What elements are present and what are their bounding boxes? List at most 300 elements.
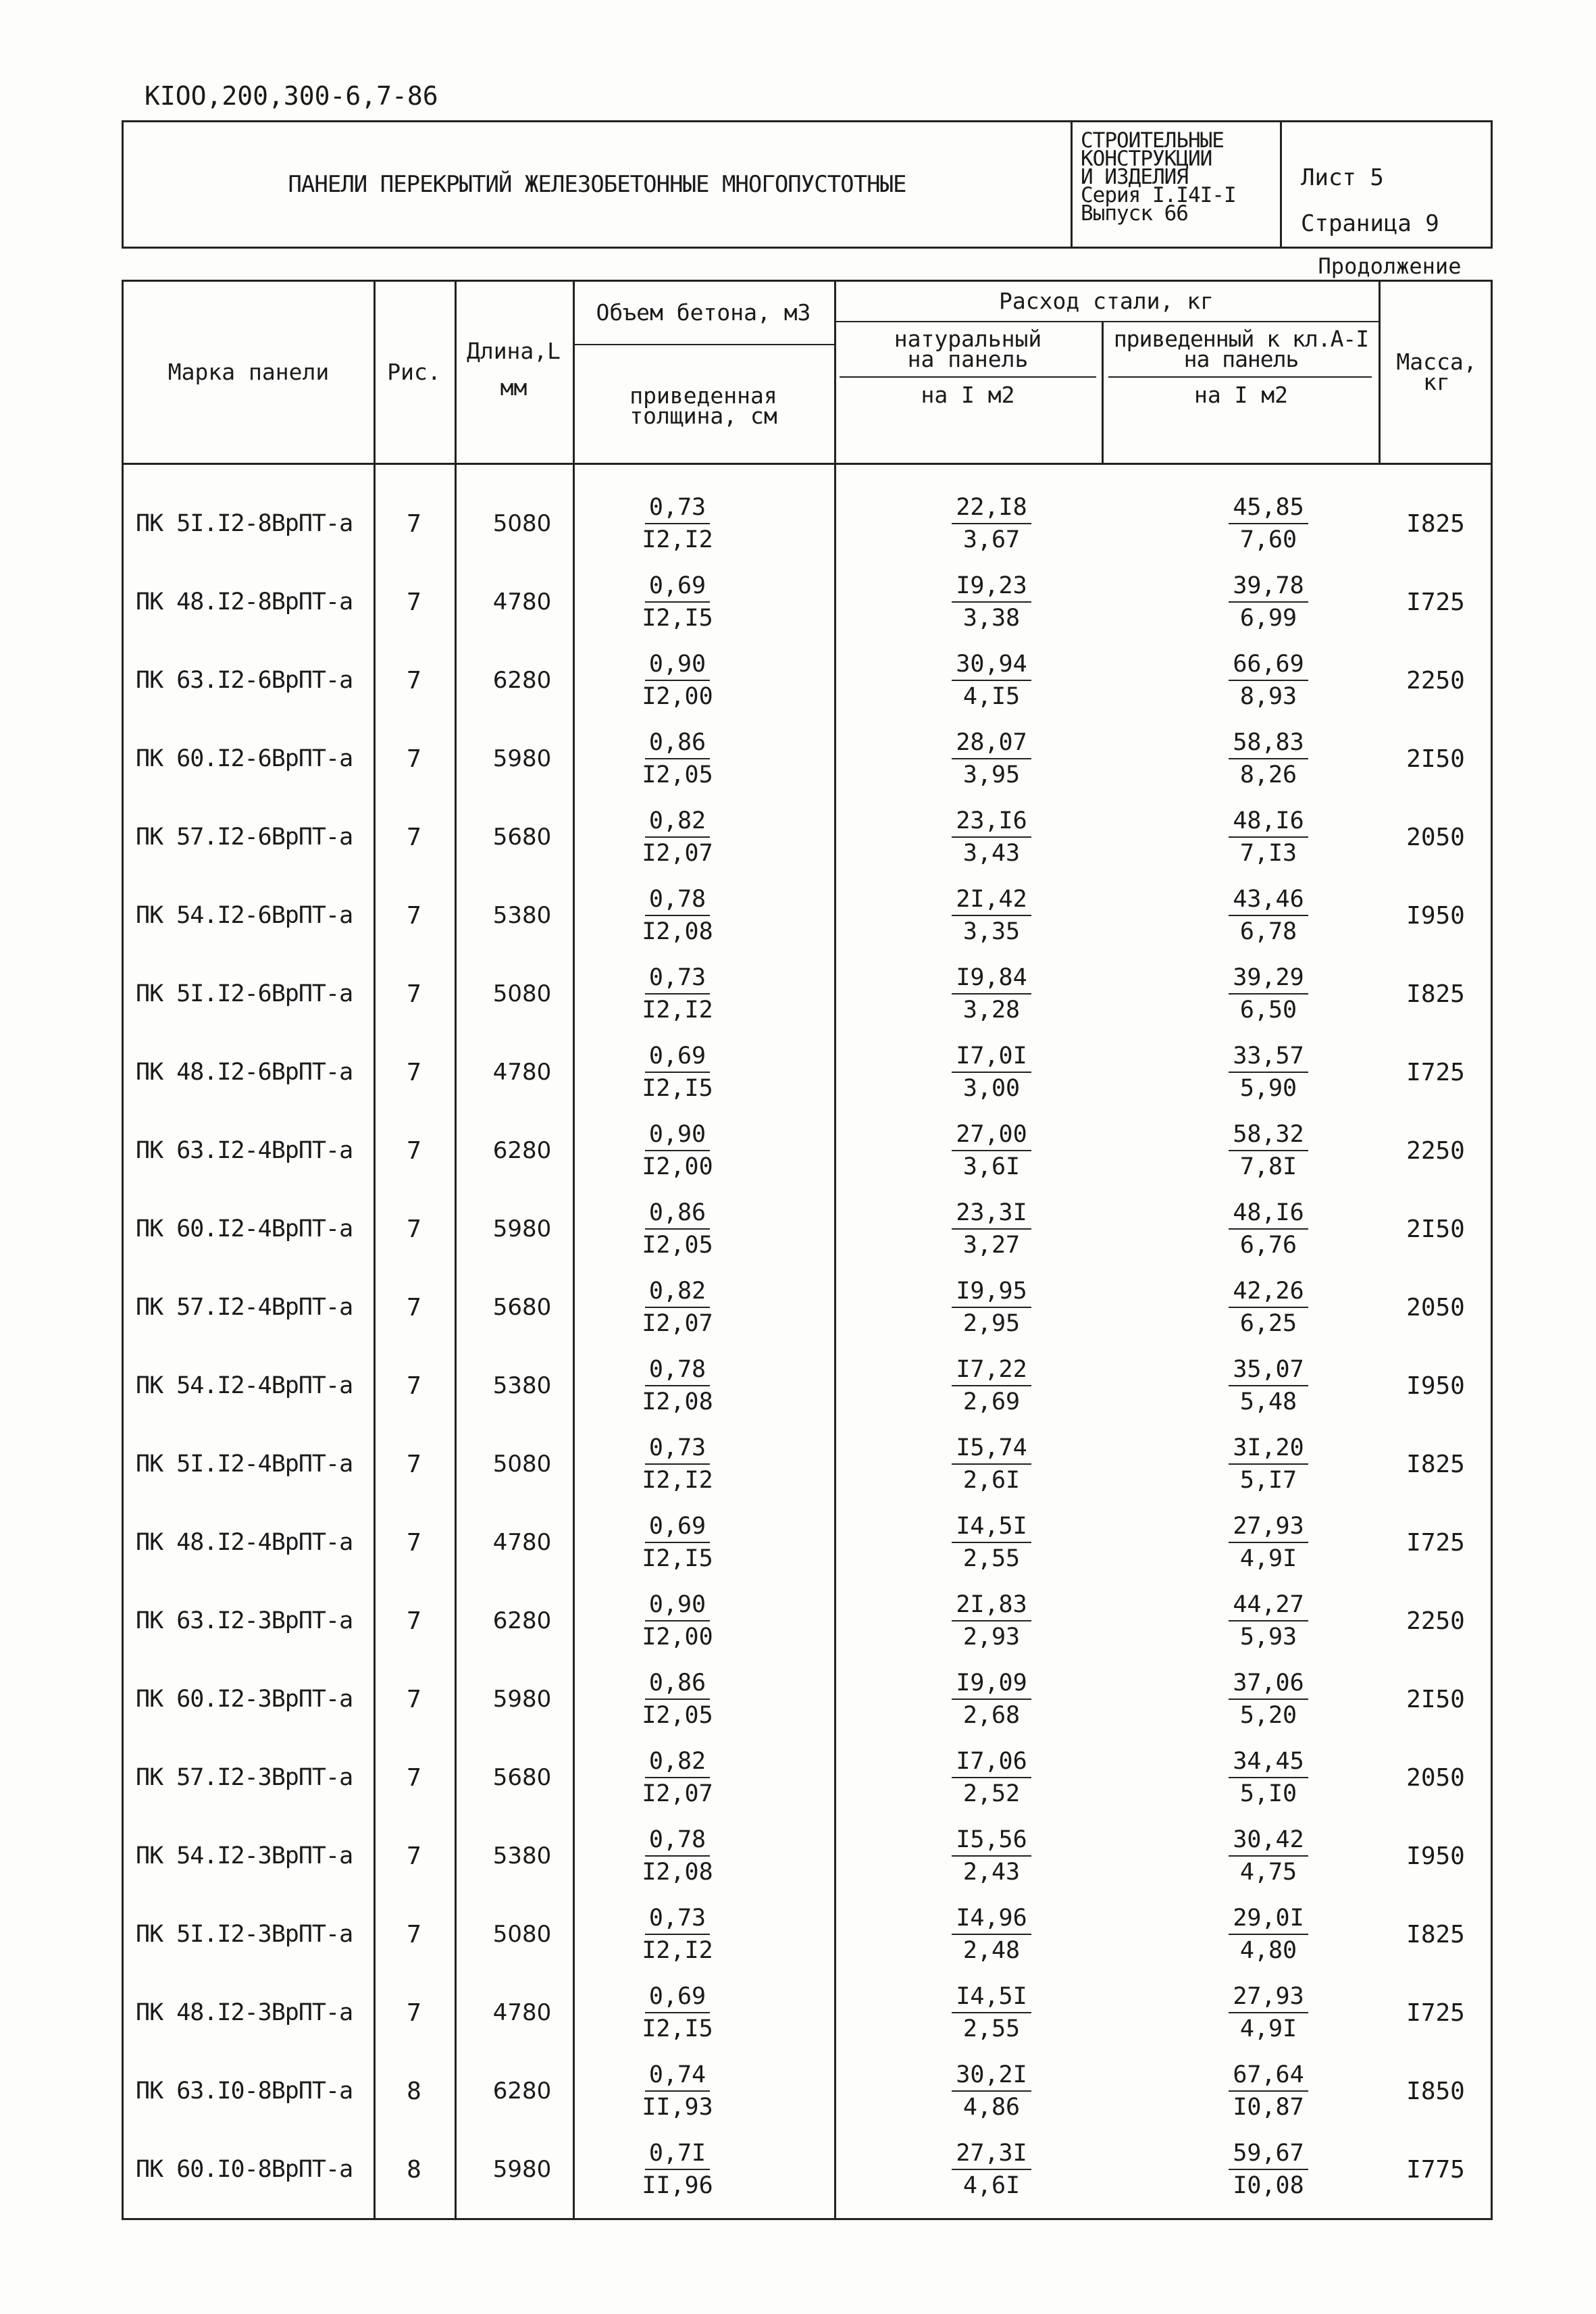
header-thickness (573, 349, 834, 463)
panel-mark: ПК 48.I2-6ВрПТ-а (136, 1059, 353, 1086)
panel-mass: 2I50 (1406, 1685, 1465, 1713)
reduced-steel-fraction (1184, 1425, 1353, 1503)
reduced-thickness: I2,07 (642, 1309, 713, 1337)
reduced-steel-per-m2: 5,93 (1239, 1623, 1297, 1651)
figure-number: 7 (407, 509, 421, 538)
natural-steel-fraction (907, 1347, 1076, 1425)
reduced-steel-per-panel: 30,42 (1229, 1825, 1308, 1857)
table-row (124, 1895, 1495, 1973)
figure-number: 7 (407, 1136, 421, 1165)
figure-number: 7 (407, 745, 421, 773)
panel-mass: I725 (1406, 1998, 1465, 2027)
figure-number: 7 (407, 1998, 421, 2027)
panel-mark: ПК 60.I0-8ВрПТ-а (136, 2156, 353, 2183)
volume-fraction (596, 1503, 758, 1582)
panel-length: 5080 (492, 1921, 552, 1948)
panel-length: 6280 (492, 2078, 552, 2105)
reduced-steel-fraction (1184, 2130, 1353, 2209)
header-volume: Объем бетона, м3 (596, 299, 811, 326)
reduced-thickness: I2,I5 (642, 1074, 713, 1102)
concrete-volume: 0,90 (645, 1120, 710, 1151)
reduced-steel-fraction (1184, 798, 1353, 876)
figure-number: 7 (407, 1058, 421, 1086)
header-mass (1381, 282, 1493, 463)
natural-steel-per-m2: 3,35 (962, 917, 1021, 945)
natural-steel-per-panel: I4,5I (952, 1982, 1031, 2013)
reduced-steel-per-panel: 48,I6 (1229, 1198, 1308, 1230)
header-reduced-m2: на I м2 (1193, 382, 1289, 408)
panel-length: 5080 (492, 980, 552, 1007)
volume-fraction (596, 1895, 758, 1973)
panel-mass: I825 (1406, 980, 1465, 1008)
series-line: Выпуск 66 (1081, 201, 1188, 226)
reduced-steel-per-m2: 6,50 (1239, 996, 1297, 1024)
reduced-steel-fraction (1184, 720, 1353, 798)
panel-mark: ПК 60.I2-4ВрПТ-а (136, 1215, 353, 1242)
series-line: КОНСТРУКЦИИ (1081, 147, 1212, 171)
concrete-volume: 0,90 (645, 1590, 710, 1621)
natural-steel-per-panel: I5,74 (952, 1433, 1031, 1465)
natural-steel-fraction (907, 876, 1076, 955)
reduced-steel-fraction (1184, 641, 1353, 720)
reduced-steel-per-panel: 67,64 (1229, 2060, 1308, 2092)
series-line: СТРОИТЕЛЬНЫЕ (1081, 128, 1224, 153)
table-row (124, 2130, 1495, 2209)
reduced-steel-per-m2: I0,87 (1233, 2093, 1304, 2121)
reduced-thickness: I2,I5 (642, 1544, 713, 1572)
figure-number: 7 (407, 1920, 421, 1948)
concrete-volume: 0,69 (645, 1982, 710, 2013)
reduced-steel-per-m2: 5,I7 (1239, 1466, 1297, 1494)
natural-steel-per-m2: 3,38 (962, 604, 1021, 632)
natural-steel-per-panel: I9,95 (952, 1276, 1031, 1308)
header-length (455, 302, 573, 437)
reduced-steel-fraction (1184, 1817, 1353, 1895)
concrete-volume: 0,86 (645, 728, 710, 759)
concrete-volume: 0,69 (645, 1041, 710, 1073)
header-thickness-line2: толщина, см (629, 403, 777, 429)
natural-steel-per-panel: I9,09 (952, 1668, 1031, 1700)
natural-steel-fraction (907, 720, 1076, 798)
reduced-steel-fraction (1184, 484, 1353, 563)
concrete-volume: 0,90 (645, 649, 710, 681)
panel-mass: I825 (1406, 1920, 1465, 1948)
reduced-steel-per-panel: 39,29 (1229, 963, 1308, 995)
panel-mass: 2250 (1406, 1136, 1465, 1165)
panel-length: 5380 (492, 1842, 552, 1869)
reduced-thickness: I2,I5 (642, 2015, 713, 2042)
concrete-volume: 0,74 (645, 2060, 710, 2092)
panel-mark: ПК 54.I2-4ВрПТ-а (136, 1372, 353, 1399)
reduced-thickness: I2,08 (642, 1388, 713, 1415)
table-row (124, 1425, 1495, 1503)
table-row (124, 1268, 1495, 1347)
reduced-steel-per-panel: 35,07 (1229, 1355, 1308, 1386)
header-mass-unit: кг (1423, 369, 1450, 395)
table-row (124, 1190, 1495, 1268)
panel-mass: I725 (1406, 588, 1465, 616)
reduced-steel-per-panel: 45,85 (1229, 493, 1308, 524)
panel-length: 4780 (492, 1529, 552, 1556)
panel-mark: ПК 48.I2-4ВрПТ-а (136, 1529, 353, 1556)
figure-number: 8 (407, 2155, 421, 2184)
table-row (124, 798, 1495, 876)
reduced-steel-fraction (1184, 1660, 1353, 1738)
figure-number: 7 (407, 1763, 421, 1792)
panel-mark: ПК 54.I2-3ВрПТ-а (136, 1842, 353, 1869)
table-row (124, 641, 1495, 720)
reduced-steel-per-panel: 29,0I (1229, 1903, 1308, 1935)
panel-length: 5980 (492, 745, 552, 772)
panel-mark: ПК 57.I2-6ВрПТ-а (136, 824, 353, 851)
header-mark: Марка панели (168, 359, 330, 385)
natural-steel-fraction (907, 2130, 1076, 2209)
volume-fraction (596, 1347, 758, 1425)
reduced-steel-per-panel: 43,46 (1229, 884, 1308, 916)
reduced-steel-per-m2: 7,8I (1239, 1153, 1297, 1180)
natural-steel-per-panel: 2I,83 (952, 1590, 1031, 1621)
panel-mass: 2250 (1406, 666, 1465, 695)
reduced-steel-per-m2: 5,90 (1239, 1074, 1297, 1102)
table-row (124, 1033, 1495, 1111)
concrete-volume: 0,73 (645, 963, 710, 995)
reduced-steel-per-m2: 7,I3 (1239, 839, 1297, 867)
header-natural-line2: на панель (907, 346, 1029, 372)
reduced-thickness: I2,I2 (642, 526, 713, 553)
reduced-steel-per-m2: 6,99 (1239, 604, 1297, 632)
natural-steel-fraction (907, 1425, 1076, 1503)
reduced-steel-fraction (1184, 563, 1353, 641)
header-length-label: Длина,L (466, 338, 561, 364)
natural-steel-fraction (907, 1268, 1076, 1347)
concrete-volume: 0,86 (645, 1668, 710, 1700)
concrete-volume: 0,73 (645, 1433, 710, 1465)
reduced-steel-per-panel: 27,93 (1229, 1511, 1308, 1543)
concrete-volume: 0,82 (645, 1746, 710, 1778)
table-row (124, 1817, 1495, 1895)
natural-steel-fraction (907, 641, 1076, 720)
continuation-label: Продолжение (1318, 253, 1462, 279)
panel-mass: I725 (1406, 1058, 1465, 1086)
page-number: Страница 9 (1301, 210, 1439, 237)
sheet-info (1282, 122, 1439, 247)
panel-mark: ПК 63.I2-3ВрПТ-а (136, 1607, 353, 1634)
reduced-steel-fraction (1184, 1111, 1353, 1190)
natural-steel-per-m2: 2,55 (962, 1544, 1021, 1572)
reduced-steel-per-panel: 48,I6 (1229, 806, 1308, 838)
panel-mass: I725 (1406, 1528, 1465, 1557)
document-code: КIOO,200,300-6,7-86 (145, 81, 438, 111)
panel-mark: ПК 57.I2-4ВрПТ-а (136, 1294, 353, 1321)
table-row (124, 1347, 1495, 1425)
panel-mass: I825 (1406, 1450, 1465, 1478)
natural-steel-per-m2: 2,43 (962, 1858, 1021, 1886)
panel-mark: ПК 48.I2-3ВрПТ-а (136, 1999, 353, 2026)
header-natural-m2: на I м2 (921, 382, 1015, 408)
reduced-steel-per-m2: 7,60 (1239, 526, 1297, 553)
natural-steel-per-m2: 3,27 (962, 1231, 1021, 1259)
series-line: И ИЗДЕЛИЯ (1081, 165, 1188, 189)
table-row (124, 1973, 1495, 2052)
natural-steel-per-panel: 23,3I (952, 1198, 1031, 1230)
natural-steel-per-panel: 27,00 (952, 1120, 1031, 1151)
panel-mark: ПК 5I.I2-3ВрПТ-а (136, 1921, 353, 1948)
volume-fraction (596, 2052, 758, 2130)
header-bottom-line (124, 463, 1493, 465)
table-row (124, 484, 1495, 563)
reduced-steel-per-m2: 8,93 (1239, 682, 1297, 710)
header-mass-label: Масса, (1396, 349, 1477, 375)
natural-steel-per-m2: 3,95 (962, 761, 1021, 788)
panel-length: 6280 (492, 1137, 552, 1164)
concrete-volume: 0,82 (645, 806, 710, 838)
volume-fraction (596, 1738, 758, 1817)
panel-mark: ПК 57.I2-3ВрПТ-а (136, 1764, 353, 1791)
natural-steel-per-m2: 4,86 (962, 2093, 1021, 2121)
reduced-steel-per-panel: 42,26 (1229, 1276, 1308, 1308)
figure-number: 7 (407, 823, 421, 851)
reduced-thickness: I2,08 (642, 1858, 713, 1886)
reduced-thickness: I2,07 (642, 1780, 713, 1807)
natural-steel-per-panel: 30,94 (952, 649, 1031, 681)
panel-length: 6280 (492, 1607, 552, 1634)
panel-length: 5680 (492, 824, 552, 851)
table-row (124, 2052, 1495, 2130)
natural-steel-per-m2: 2,55 (962, 2015, 1021, 2042)
panel-mass: 2I50 (1406, 1215, 1465, 1243)
reduced-steel-per-m2: 8,26 (1239, 761, 1297, 788)
header-thickness-line1: приведенная (629, 382, 777, 409)
volume-fraction (596, 1660, 758, 1738)
reduced-steel-per-panel: 66,69 (1229, 649, 1308, 681)
natural-steel-per-m2: 4,6I (962, 2171, 1021, 2199)
reduced-steel-per-panel: 58,83 (1229, 728, 1308, 759)
figure-number: 7 (407, 588, 421, 616)
reduced-thickness: I2,I2 (642, 1936, 713, 1964)
reduced-thickness: I2,07 (642, 839, 713, 867)
reduced-thickness: I2,05 (642, 1231, 713, 1259)
panel-mark: ПК 5I.I2-4ВрПТ-а (136, 1451, 353, 1478)
volume-fraction (596, 798, 758, 876)
reduced-thickness: I2,05 (642, 761, 713, 788)
natural-steel-per-m2: 2,93 (962, 1623, 1021, 1651)
figure-number: 7 (407, 980, 421, 1008)
reduced-steel-per-m2: 6,25 (1239, 1309, 1297, 1337)
volume-fraction (596, 1582, 758, 1660)
panel-length: 4780 (492, 588, 552, 615)
header-figure: Рис. (387, 359, 441, 385)
table-row (124, 1660, 1495, 1738)
natural-steel-fraction (907, 1190, 1076, 1268)
volume-fraction (596, 1033, 758, 1111)
figure-number: 8 (407, 2077, 421, 2105)
table-row (124, 563, 1495, 641)
reduced-steel-per-panel: 27,93 (1229, 1982, 1308, 2013)
natural-steel-per-panel: I4,96 (952, 1903, 1031, 1935)
panel-mark: ПК 63.I2-6ВрПТ-а (136, 667, 353, 694)
natural-steel-per-m2: 2,95 (962, 1309, 1021, 1337)
series-line: Серия I.I4I-I (1081, 183, 1236, 207)
reduced-steel-fraction (1184, 1738, 1353, 1817)
volume-fraction (596, 1268, 758, 1347)
natural-steel-per-panel: I7,06 (952, 1746, 1031, 1778)
volume-fraction (596, 720, 758, 798)
reduced-steel-per-panel: 59,67 (1229, 2138, 1308, 2170)
header-divider (573, 344, 834, 345)
reduced-thickness: I2,00 (642, 682, 713, 710)
natural-steel-per-m2: 3,00 (962, 1074, 1021, 1102)
header-reduced-line2: на панель (1183, 346, 1299, 372)
reduced-steel-fraction (1184, 1033, 1353, 1111)
header-steel: Расход стали, кг (999, 288, 1214, 314)
figure-number: 7 (407, 1685, 421, 1713)
reduced-steel-fraction (1184, 1503, 1353, 1582)
reduced-steel-fraction (1184, 876, 1353, 955)
natural-steel-fraction (907, 1503, 1076, 1582)
panel-mass: 2I50 (1406, 745, 1465, 773)
reduced-steel-fraction (1184, 2052, 1353, 2130)
panel-mass: I775 (1406, 2155, 1465, 2184)
panel-length: 5080 (492, 510, 552, 537)
document-title: ПАНЕЛИ ПЕРЕКРЫТИЙ ЖЕЛЕЗОБЕТОННЫЕ МНОГОПУСТОТНЫЕ (124, 122, 1073, 247)
natural-steel-fraction (907, 1111, 1076, 1190)
panel-mark: ПК 5I.I2-6ВрПТ-а (136, 980, 353, 1007)
natural-steel-per-panel: 2I,42 (952, 884, 1031, 916)
natural-steel-fraction (907, 484, 1076, 563)
reduced-steel-per-m2: I0,08 (1233, 2171, 1304, 2199)
natural-steel-per-m2: 4,I5 (962, 682, 1021, 710)
concrete-volume: 0,69 (645, 571, 710, 603)
natural-steel-per-panel: I4,5I (952, 1511, 1031, 1543)
panel-length: 5980 (492, 1686, 552, 1713)
reduced-steel-fraction (1184, 1347, 1353, 1425)
panel-mark: ПК 60.I2-6ВрПТ-а (136, 745, 353, 772)
natural-steel-fraction (907, 955, 1076, 1033)
panel-length: 5980 (492, 1215, 552, 1242)
natural-steel-per-panel: 23,I6 (952, 806, 1031, 838)
concrete-volume: 0,78 (645, 884, 710, 916)
concrete-volume: 0,78 (645, 1355, 710, 1386)
panel-mass: I825 (1406, 509, 1465, 538)
reduced-steel-per-m2: 6,78 (1239, 917, 1297, 945)
figure-number: 7 (407, 1450, 421, 1478)
reduced-thickness: I2,00 (642, 1153, 713, 1180)
natural-steel-per-m2: 2,68 (962, 1701, 1021, 1729)
natural-steel-fraction (907, 1895, 1076, 1973)
reduced-steel-per-m2: 4,9I (1239, 1544, 1297, 1572)
reduced-steel-per-panel: 58,32 (1229, 1120, 1308, 1151)
reduced-steel-per-m2: 4,80 (1239, 1936, 1297, 1964)
reduced-thickness: I2,08 (642, 917, 713, 945)
panel-mark: ПК 60.I2-3ВрПТ-а (136, 1686, 353, 1713)
natural-steel-fraction (907, 1738, 1076, 1817)
title-block (122, 120, 1493, 249)
panel-length: 5980 (492, 2156, 552, 2183)
panel-mark: ПК 48.I2-8ВрПТ-а (136, 588, 353, 615)
volume-fraction (596, 2130, 758, 2209)
natural-steel-per-m2: 3,6I (962, 1153, 1021, 1180)
table-row (124, 1503, 1495, 1582)
series-info (1073, 122, 1282, 247)
table-row (124, 955, 1495, 1033)
figure-number: 7 (407, 1215, 421, 1243)
natural-steel-per-panel: I9,84 (952, 963, 1031, 995)
reduced-thickness: I2,05 (642, 1701, 713, 1729)
panel-mark: ПК 63.I0-8ВрПТ-а (136, 2078, 353, 2105)
reduced-steel-per-panel: 34,45 (1229, 1746, 1308, 1778)
header-natural (834, 322, 1102, 376)
panel-mark: ПК 54.I2-6ВрПТ-а (136, 902, 353, 929)
natural-steel-per-panel: I5,56 (952, 1825, 1031, 1857)
header-reduced (1104, 322, 1379, 376)
reduced-steel-fraction (1184, 1190, 1353, 1268)
natural-steel-per-panel: 22,I8 (952, 493, 1031, 524)
reduced-thickness: II,93 (642, 2093, 713, 2121)
panel-length: 5380 (492, 902, 552, 929)
panel-mark: ПК 5I.I2-8ВрПТ-а (136, 510, 353, 537)
volume-fraction (596, 1425, 758, 1503)
natural-steel-fraction (907, 1817, 1076, 1895)
figure-number: 7 (407, 1607, 421, 1635)
panel-length: 5680 (492, 1764, 552, 1791)
reduced-steel-per-m2: 4,9I (1239, 2015, 1297, 2042)
volume-fraction (596, 641, 758, 720)
reduced-steel-per-panel: 33,57 (1229, 1041, 1308, 1073)
volume-fraction (596, 484, 758, 563)
natural-steel-fraction (907, 563, 1076, 641)
table-row (124, 720, 1495, 798)
volume-fraction (596, 876, 758, 955)
natural-steel-fraction (907, 1582, 1076, 1660)
panel-mass: 2050 (1406, 823, 1465, 851)
reduced-steel-per-m2: 6,76 (1239, 1231, 1297, 1259)
volume-fraction (596, 1190, 758, 1268)
figure-number: 7 (407, 1842, 421, 1870)
natural-steel-per-panel: I7,22 (952, 1355, 1031, 1386)
natural-steel-per-m2: 3,28 (962, 996, 1021, 1024)
header-length-unit: мм (500, 374, 527, 401)
header-reduced-line1: приведенный к кл.А-I (1113, 326, 1369, 352)
concrete-volume: 0,86 (645, 1198, 710, 1230)
natural-steel-per-panel: 30,2I (952, 2060, 1031, 2092)
concrete-volume: 0,78 (645, 1825, 710, 1857)
natural-steel-per-m2: 2,52 (962, 1780, 1021, 1807)
concrete-volume: 0,73 (645, 1903, 710, 1935)
natural-steel-fraction (907, 2052, 1076, 2130)
natural-steel-per-m2: 2,6I (962, 1466, 1021, 1494)
reduced-steel-per-m2: 5,48 (1239, 1388, 1297, 1415)
table-row (124, 1738, 1495, 1817)
reduced-steel-per-panel: 37,06 (1229, 1668, 1308, 1700)
natural-steel-per-panel: 27,3I (952, 2138, 1031, 2170)
concrete-volume: 0,69 (645, 1511, 710, 1543)
volume-fraction (596, 1111, 758, 1190)
concrete-volume: 0,82 (645, 1276, 710, 1308)
natural-steel-fraction (907, 1973, 1076, 2052)
panel-mass: I950 (1406, 1372, 1465, 1400)
panel-mass: I950 (1406, 1842, 1465, 1870)
header-natural-line1: натуральный (894, 326, 1042, 352)
figure-number: 7 (407, 1372, 421, 1400)
volume-fraction (596, 1973, 758, 2052)
natural-steel-per-m2: 2,48 (962, 1936, 1021, 1964)
natural-steel-fraction (907, 1033, 1076, 1111)
reduced-steel-per-m2: 5,I0 (1239, 1780, 1297, 1807)
reduced-steel-per-panel: 39,78 (1229, 571, 1308, 603)
reduced-thickness: II,96 (642, 2171, 713, 2199)
natural-steel-per-m2: 3,43 (962, 839, 1021, 867)
reduced-steel-per-panel: 44,27 (1229, 1590, 1308, 1621)
